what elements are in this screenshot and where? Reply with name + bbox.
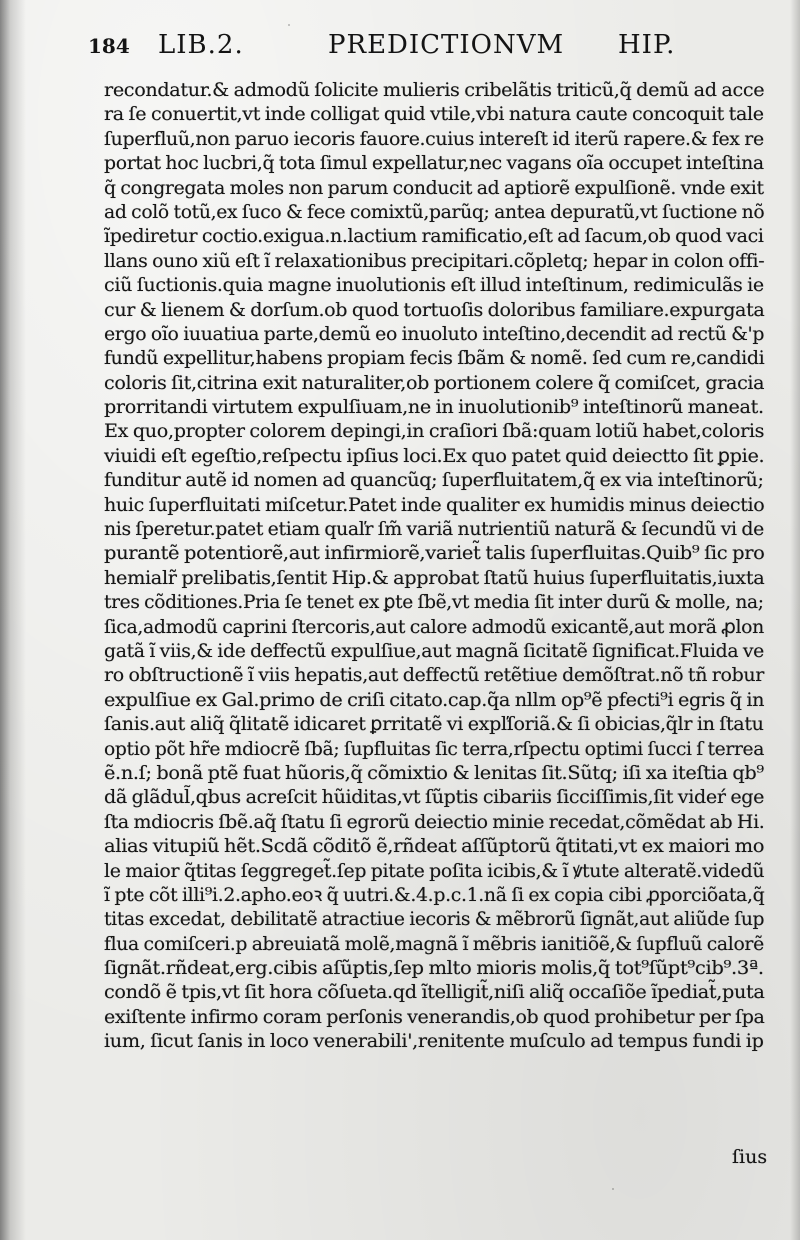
- text-line: titas excedat, debilitatẽ atractiue iecoris & mẽbrorũ ſignãt,aut aliũde ſup: [104, 908, 765, 931]
- text-line: ſanis.aut aliq̃ q̃litatẽ idicaret ꝑrritatẽ vi expľſoriã.& ſi obicias,q̃lr in ſtatu: [104, 713, 764, 736]
- text-line: exiſtente infirmo coram perſonis venerandis,ob quod prohibetur per ſpa: [104, 1005, 765, 1028]
- text-line: fundũ expellitur,habens propiam fecis ſbãm & nomẽ. ſed cum re,candidi: [104, 347, 765, 370]
- text-line: huic ſuperfluitati miſcetur.Patet inde qualiter ex humidis minus deiectio: [104, 493, 765, 516]
- text-line: coloris ſit,citrina exit naturaliter,ob portionem colere q̃ comiſcet, gracia: [104, 371, 765, 394]
- page-number: 184: [88, 34, 130, 58]
- text-line: q̃ congregata moles non parum conducit ad aptiorẽ expulſionẽ. vnde exit: [104, 176, 764, 199]
- text-line: prorritandi virtutem expulſiuam,ne in inuolutionib⁹ inteſtinorũ maneat.: [104, 396, 764, 419]
- catchword: ſius: [732, 1146, 768, 1168]
- text-line: viuidi eſt egeſtio,reſpectu ipſius loci.Ex quo patet quid deiectto ſit ꝑpie.: [104, 444, 765, 467]
- gutter-shadow: [0, 0, 26, 1240]
- ink-speck: [288, 24, 290, 26]
- text-line: ĩpediretur coctio.exigua.n.lactium ramificatio,eſt ad ſacum,ob quod vaci: [104, 225, 764, 248]
- text-line: ſta mdiocris ſbẽ.aq̃ ſtatu ſi egrorũ deiectio minie recedat,cõmẽdat ab Hi.: [104, 810, 765, 833]
- text-line: ĩ pte cõt illi⁹i.2.apho.eoꝛ q̃ uutri.&.4.p.c.1.nã ſi ex copia cibi ꝓporciõata,q̃: [104, 883, 765, 906]
- book-label: LIB.2.: [158, 30, 244, 60]
- text-line: ſica,admodũ caprini ſtercoris,aut calore admodũ exicantẽ,aut morã ꝓlon: [104, 615, 764, 638]
- text-line: alias vitupiũ hẽt.Scdã cõditõ ẽ,rñdeat aſſũptorũ q̃titati,vt ex maiori mo: [104, 835, 765, 858]
- text-line: dã glãdul̃,qbus acreſcit hũiditas,vt ſũptis cibariis ſicciſſimis,ſit videŕ ege: [104, 786, 765, 809]
- text-line: condõ ẽ tpis,vt ſit hora cõſueta.qd ĩtelligit̃,niſi aliq̃ occaſiõe ĩpediat̃,puta: [104, 981, 765, 1004]
- text-line: optio põt hr̃e mdiocrẽ ſbã; ſupfluitas ſic terra,rſpectu optimi ſucci ſ terrea: [104, 737, 765, 760]
- text-line: nis ſperetur.patet etiam quaľr ſm̃ variã nutrientiũ naturã & ſecundũ vi de: [104, 518, 764, 541]
- text-line: purantẽ potentiorẽ,aut infirmiorẽ,variet̃ talis ſuperfluitas.Quib⁹ ſic pro: [104, 542, 765, 565]
- text-line: funditur autẽ id nomen ad quancũq; ſuperfluitatem,q̃ ex via inteſtinorũ;: [104, 469, 764, 492]
- page-edge-shadow: [790, 0, 800, 1240]
- text-line: ro obſtructionẽ ĩ viis hepatis,aut deffectũ retẽtiue demõſtrat.nõ tñ robur: [104, 664, 765, 687]
- text-line: Ex quo,propter colorem depingi,in craſiori ſbã:quam lotiũ habet,coloris: [104, 420, 765, 443]
- running-head: [88, 28, 708, 68]
- text-line: hemialr̃ prelibatis,ſentit Hip.& approbat ſtatũ huius ſuperfluitatis,iuxta: [104, 566, 765, 589]
- text-line: cur & lienem & dorſum.ob quod tortuoſis doloribus familiare.expurgata: [104, 298, 765, 321]
- text-line: ad colõ totũ,ex ſuco & fece comixtũ,parũq; antea depuratũ,vt ſuctione nõ: [104, 200, 765, 223]
- text-line: ra ſe conuertit,vt inde colligat quid vtile,vbi natura caute concoquit tale: [104, 103, 764, 126]
- running-title: PREDICTIONVM: [328, 30, 565, 60]
- ink-speck: [612, 1188, 614, 1190]
- text-line: gatã ĩ viis,& ide deffectũ expulſiue,aut magnã ſicitatẽ ſignificat.Fluida ve: [104, 639, 764, 662]
- text-line: recondatur.& admodũ ſolicite mulieris cribelãtis triticũ,q̃ demũ ad acce: [104, 79, 765, 101]
- text-line: le maior q̃titas ſeggreget̃.ſep pitate poſita icibis,& ĩ ꝟtute alteratẽ.videdũ: [104, 859, 765, 882]
- text-line: ẽ.n.ſ; bonã ptẽ fuat hũoris,q̃ cõmixtio & lenitas ſit.Sũtq; iſi xa iteſtia qb⁹: [104, 761, 764, 784]
- text-line: tres cõditiones.Pria ſe tenet ex ꝑte ſbẽ,vt media ſit inter durũ & molle, na;: [104, 591, 764, 614]
- text-line: ium, ſicut ſanis in loco venerabili',renitente muſculo ad tempus fundi ip: [104, 1030, 764, 1053]
- text-line: ſignãt.rñdeat,erg.cibis aſũptis,ſep mlto mioris molis,q̃ tot⁹ſũpt⁹cib⁹.3ª.: [104, 957, 764, 980]
- text-line: llans ouno xiũ eſt ĩ relaxationibus precipitari.cõpletq; hepar in colon offi-: [104, 249, 765, 272]
- text-line: flua comiſceri.p abreuiatã molẽ,magnã ĩ mẽbris ianitiõẽ,& ſupfluũ calorẽ: [104, 932, 764, 955]
- body-text: [104, 78, 764, 1054]
- text-line: expulſiue ex Gal.primo de criſi citato.cap.q̃a nllm op⁹ẽ pfecti⁹i egris q̃ in: [104, 688, 765, 711]
- text-line: portat hoc lucbri,q̃ tota ſimul expellatur,nec vagans oĩa occupet inteſtina: [104, 152, 764, 175]
- text-line: ergo oĩo iuuatiua parte,demũ eo inuoluto inteſtino,decendit ad rectũ &'p: [104, 322, 765, 345]
- author-label: HIP.: [618, 30, 676, 60]
- text-line: ſuperfluũ,non paruo iecoris fauore.cuius intereſt id iterũ rapere.& fex re: [104, 127, 764, 150]
- text-line: ciũ ſuctionis.quia magne inuolutionis eſt illud inteſtinum, redimiculãs ie: [104, 274, 764, 297]
